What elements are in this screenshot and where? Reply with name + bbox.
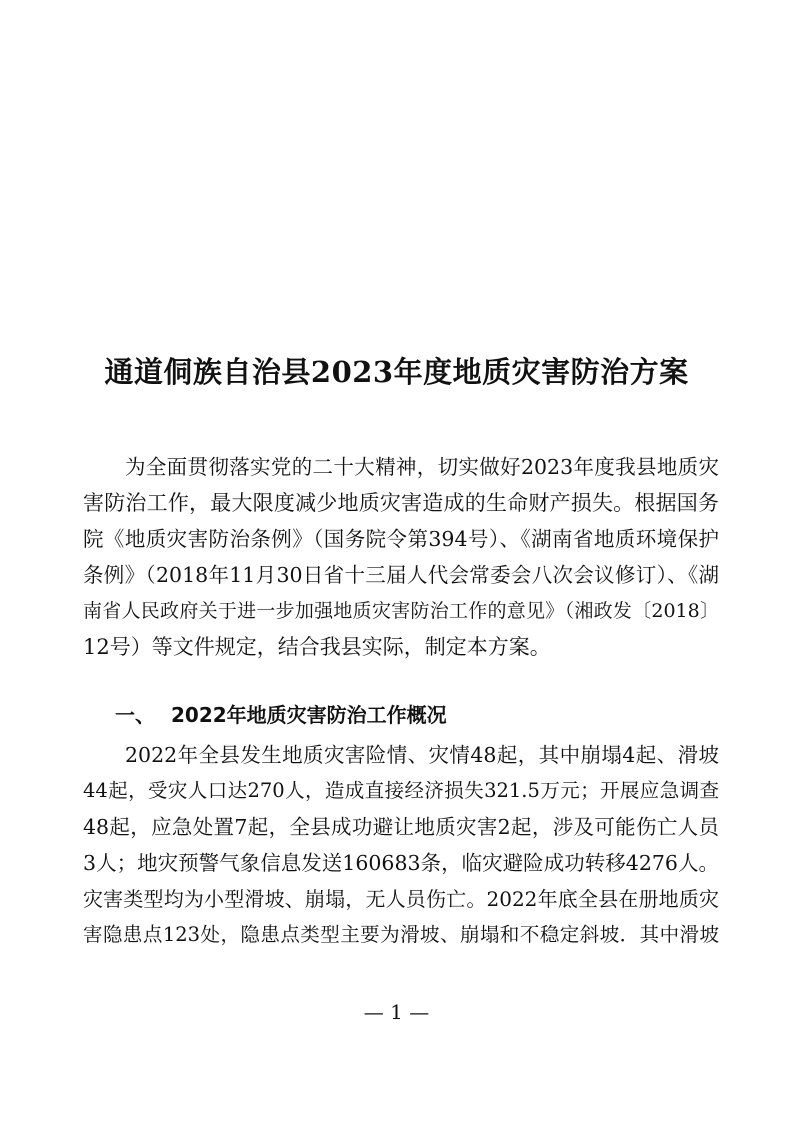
paragraph-1-line-2: 害防治工作，最大限度减少地质灾害造成的生命财产损失。根据国务 <box>83 491 719 515</box>
document-title: 通道侗族自治县2023年度地质灾害防治方案 <box>104 355 689 389</box>
paragraph-1-line-6: 12号）等文件规定，结合我县实际，制定本方案。 <box>83 635 551 659</box>
paragraph-2-line-3: 48起，应急处置7起，全县成功避让地质灾害2起，涉及可能伤亡人员 <box>83 815 719 839</box>
page-number: — 1 — <box>363 1000 430 1024</box>
paragraph-2-line-1: 2022年全县发生地质灾害险情、灾情48起，其中崩塌4起、滑坡 <box>125 743 719 767</box>
paragraph-2-line-6: 害隐患点123处，隐患点类型主要为滑坡、崩塌和不稳定斜坡．其中滑坡 <box>83 923 719 946</box>
paragraph-1-line-1: 为全面贯彻落实党的二十大精神，切实做好2023年度我县地质灾 <box>125 455 719 479</box>
paragraph-1-line-3: 院《地质灾害防治条例》（国务院令第394号）、《湖南省地质环境保护 <box>83 527 719 551</box>
paragraph-1-line-5: 南省人民政府关于进一步加强地质灾害防治工作的意见》（湘政发〔2018〕 <box>83 600 719 622</box>
section-heading <box>115 697 447 733</box>
paragraph-2-line-2: 44起，受灾人口达270人，造成直接经济损失321.5万元；开展应急调查 <box>83 779 719 802</box>
paragraph-2-line-4: 3人；地灾预警气象信息发送160683条，临灾避险成功转移4276人。 <box>83 851 719 875</box>
paragraph-2-line-5: 灾害类型均为小型滑坡、崩塌，无人员伤亡。2022年底全县在册地质灾 <box>83 887 719 911</box>
paragraph-1-line-4: 条例》（2018年11月30日省十三届人代会常委会八次会议修订）、《湖 <box>83 563 719 587</box>
section-title: 2022年地质灾害防治工作概况 <box>171 703 447 727</box>
section-number: 一、 <box>115 703 155 727</box>
